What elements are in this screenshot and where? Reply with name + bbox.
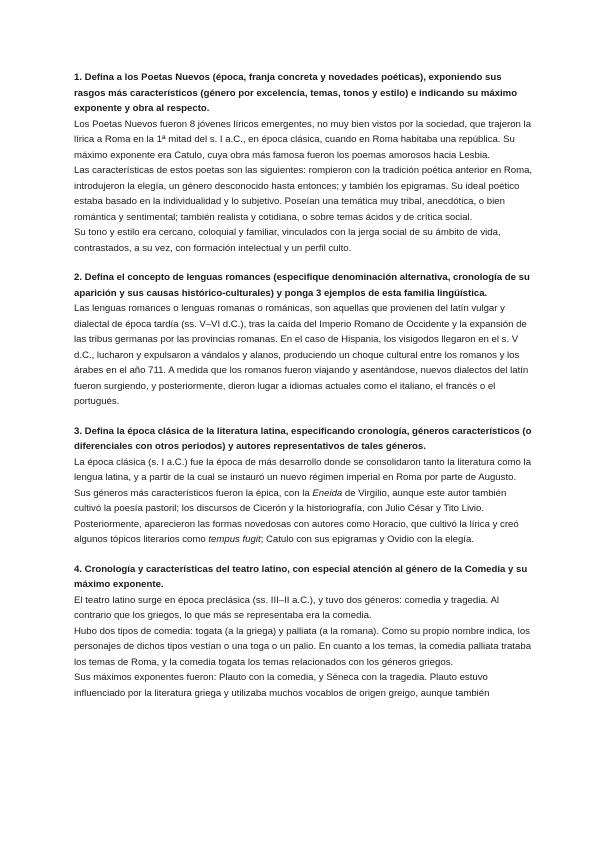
answer-text: ; Catulo con sus epigramas y Ovidio con la elegía. <box>260 534 474 545</box>
question-heading: 1. Defina a los Poetas Nuevos (época, franja concreta y novedades poéticas), exponiendo sus rasgos más característicos (género por excelencia, temas, tonos y estilo) e indicando su máximo exponente y obra al respecto. <box>74 72 518 114</box>
answer-paragraph: Los Poetas Nuevos fueron 8 jóvenes líricos emergentes, no muy bien vistos por la sociedad, que trajeron la lírica a Roma en la 1ª mitad del s. I a.C., en época clásica, cuando en Roma habitaba una república. Su máximo exponente era Catulo, cuya obra más famosa fueron los poemas amorosos hacia Lesbia. <box>74 118 532 161</box>
answer-paragraph <box>74 455 533 548</box>
answer-text: de Virgilio, aunque este autor también cultivó la poesía pastoril; los discursos de Cicerón y la historiografía, con Julio César y Tito Livio. Posteriormente, aparecieron las formas novedosas con autores como Horacio, que cultivó la lírica y creó algunos tópicos literarios como <box>74 487 519 545</box>
italic-term-tempus-fugit: tempus fugit <box>208 534 261 545</box>
answer-paragraph: Las características de estos poetas son las siguientes: rompieron con la tradición poética anterior en Roma, introdujeron la elegía, un género desconocido hasta entonces; y también los epigramas. Su ideal poético estaba basado en la individualidad y lo subjetivo. Poseían una temática muy tribal, anecdótica, o bien romántica y sentimental; también realista y cotidiana, o sobre temas ácidos y de crítica social. <box>74 165 533 223</box>
answer-text: La época clásica (s. I a.C.) fue la época de más desarrollo donde se consolidaron tanto la literatura como la lengua latina, y a partir de la cual se instauró un nuevo régimen imperial en Roma por parte de Augusto. Sus géneros más característicos fueron la épica, con la <box>74 456 532 499</box>
question-section-2 <box>74 270 533 410</box>
answer-paragraph: Su tono y estilo era cercano, coloquial y familiar, vinculados con la jerga social de su ámbito de vida, contrastados, a su vez, con formación intelectual y un perfil culto. <box>74 227 501 254</box>
answer-paragraph: Hubo dos tipos de comedia: togata (a la griega) y palliata (a la romana). Como su propio nombre indica, los personajes de dichos tipos vestían o una toga o un palio. En cuanto a los temas, la comedia palliata trataba los temas de Roma, y la comedia togata los temas relacionados con los géneros griegos. <box>74 625 532 668</box>
question-section-1 <box>74 70 533 256</box>
answer-paragraph: El teatro latino surge en época preclásica (ss. III–II a.C.), y tuvo dos géneros: comedia y tragedia. Al contrario que los griegos, lo que más se representaba era la comedia. <box>74 594 500 621</box>
question-heading: 4. Cronología y características del teatro latino, con especial atención al género de la Comedia y su máximo exponente. <box>74 563 528 590</box>
question-section-3 <box>74 424 533 548</box>
italic-title-eneida: Eneida <box>312 487 343 499</box>
answer-paragraph: Sus máximos exponentes fueron: Plauto con la comedia, y Séneca con la tragedia. Plauto estuvo influenciado por la literatura griega y utilizaba muchos vocablos de origen greigo, aunque también <box>74 672 490 699</box>
question-section-4 <box>74 562 533 702</box>
question-heading: 2. Defina el concepto de lenguas romances (especifique denominación alternativa, cronología de su aparición y sus causas histórico-culturales) y ponga 3 ejemplos de esta familia lingüística. <box>74 272 530 299</box>
answer-paragraph: Las lenguas romances o lenguas romanas o románicas, son aquellas que provienen del latín vulgar y dialectal de época tardía (ss. V–VI d.C.), tras la caída del Imperio Romano de Occidente y la expansión de las tribus germanas por las provincias romanas. En el caso de Hispania, los visigodos llegaron en el s. V d.C., lucharon y expulsaron a vándalos y alanos, produciendo un choque cultural entre los romanos y los árabes en el año 711. A medida que los romanos fueron viajando y asentándose, nuevos dialectos del latín fueron surgiendo, y posteriormente, dieron lugar a idiomas actuales como el italiano, el francés o el portugués. <box>74 303 529 407</box>
question-heading: 3. Defina la época clásica de la literatura latina, especificando cronología, géneros característicos (o diferenciales con otros periodos) y autores representativos de tales géneros. <box>74 425 532 452</box>
